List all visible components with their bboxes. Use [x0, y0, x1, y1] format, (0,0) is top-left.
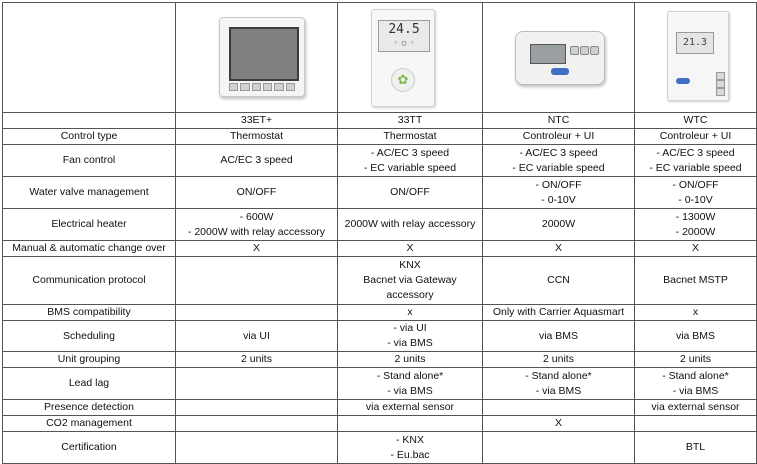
33et-plus-thermostat-image — [219, 17, 305, 97]
table-cell — [483, 145, 635, 177]
33tt-lcd-display: 24.5 ◦ ▢ ◦ — [378, 20, 430, 52]
row-label: Lead lag — [3, 368, 176, 400]
table-cell — [176, 432, 338, 464]
cell-text: Controleur + UI — [659, 130, 732, 142]
cell-text: Thermostat — [229, 130, 284, 142]
row-label: Fan control — [3, 145, 176, 177]
cell-text: via external sensor — [651, 401, 740, 413]
cell-text: - KNX — [395, 433, 424, 446]
table-cell — [483, 257, 635, 305]
table-cell — [483, 368, 635, 400]
cell-text: Controleur + UI — [522, 130, 595, 142]
cell-text: - ON/OFF — [672, 178, 719, 191]
empty-corner-cell — [3, 3, 176, 113]
cell-text: - Stand alone* — [525, 369, 592, 382]
cell-text: - via BMS — [535, 384, 582, 397]
table-cell — [176, 305, 338, 321]
product-name-ntc: NTC — [483, 113, 635, 129]
table-cell — [483, 400, 635, 416]
table-cell — [635, 177, 757, 209]
table-cell — [338, 177, 483, 209]
product-image-cell-33tt — [338, 3, 483, 113]
cell-text: 2 units — [394, 353, 426, 365]
product-name-33et: 33ET+ — [176, 113, 338, 129]
cell-text: - EC variable speed — [363, 161, 457, 174]
cell-text: ON/OFF — [390, 186, 430, 198]
cell-text: - EC variable speed — [512, 161, 605, 174]
wtc-controller-image — [667, 11, 729, 101]
row-label: Scheduling — [3, 321, 176, 352]
cell-text: BTL — [685, 441, 706, 453]
cell-text: AC/EC 3 speed — [220, 154, 293, 166]
cell-text: Bacnet MSTP — [663, 274, 728, 286]
table-row — [3, 352, 757, 368]
cell-text: KNX — [399, 259, 421, 271]
table-cell — [483, 241, 635, 257]
table-cell — [635, 257, 757, 305]
cell-text: X — [691, 242, 699, 254]
table-cell — [176, 400, 338, 416]
table-row — [3, 400, 757, 416]
cell-text: via external sensor — [365, 401, 455, 413]
empty-header-cell — [3, 113, 176, 129]
cell-text: Bacnet via Gateway — [363, 274, 457, 286]
leaf-icon: ✿ — [391, 68, 415, 92]
table-cell — [338, 368, 483, 400]
table-cell — [635, 305, 757, 321]
table-cell — [483, 352, 635, 368]
cell-text: via BMS — [538, 329, 579, 342]
cell-text: - 1300W — [675, 210, 716, 223]
ntc-controller-image — [515, 31, 605, 85]
cell-text: - 600W — [239, 210, 274, 223]
table-cell — [338, 400, 483, 416]
cell-text: - 2000W with relay accessory — [187, 225, 326, 238]
table-cell — [338, 209, 483, 241]
row-label: Manual & automatic change over — [3, 241, 176, 257]
table-cell — [176, 416, 338, 432]
cell-text: - 0-10V — [678, 193, 713, 206]
table-cell — [483, 177, 635, 209]
cell-text: - via UI — [393, 322, 427, 334]
image-row — [3, 3, 757, 113]
table-row — [3, 305, 757, 321]
table-cell — [635, 241, 757, 257]
table-cell — [483, 432, 635, 464]
table-row — [3, 177, 757, 209]
cell-text: - Stand alone* — [376, 369, 444, 382]
table-cell — [635, 416, 757, 432]
table-cell — [483, 321, 635, 352]
cell-text: via BMS — [675, 329, 716, 342]
row-label: Communication protocol — [3, 257, 176, 305]
table-cell — [338, 321, 483, 352]
table-cell — [176, 241, 338, 257]
wtc-lcd-display: 21.3 — [676, 32, 714, 54]
table-cell — [338, 305, 483, 321]
product-name-33tt: 33TT — [338, 113, 483, 129]
table-cell — [176, 177, 338, 209]
cell-text: - 2000W — [675, 225, 716, 238]
row-label: Control type — [3, 129, 176, 145]
row-label: CO2 management — [3, 416, 176, 432]
table-cell — [338, 352, 483, 368]
table-row — [3, 321, 757, 352]
table-cell — [338, 129, 483, 145]
cell-text: 2 units — [543, 353, 574, 365]
cell-text: - via BMS — [387, 337, 433, 349]
row-label: Certification — [3, 432, 176, 464]
cell-text: accessory — [386, 289, 434, 301]
table-cell — [635, 400, 757, 416]
table-cell — [635, 321, 757, 352]
table-cell — [635, 432, 757, 464]
product-image-cell-wtc — [635, 3, 757, 113]
cell-text: 2000W with relay accessory — [344, 218, 476, 230]
carrier-logo-icon — [676, 78, 690, 84]
table-row — [3, 257, 757, 305]
product-name-wtc: WTC — [635, 113, 757, 129]
table-row — [3, 432, 757, 464]
table-row — [3, 241, 757, 257]
table-cell — [635, 209, 757, 241]
table-cell — [338, 432, 483, 464]
cell-text: - EC variable speed — [649, 161, 742, 174]
table-cell — [483, 305, 635, 321]
cell-text: - AC/EC 3 speed — [656, 146, 735, 159]
cell-text: - via BMS — [672, 384, 719, 397]
table-cell — [176, 129, 338, 145]
row-label: BMS compatibility — [3, 305, 176, 321]
row-label: Electrical heater — [3, 209, 176, 241]
table-cell — [635, 368, 757, 400]
table-cell — [338, 241, 483, 257]
cell-text: Thermostat — [383, 130, 437, 142]
table-cell — [483, 209, 635, 241]
table-cell — [635, 352, 757, 368]
cell-text: - Eu.bac — [390, 448, 430, 461]
cell-text: 2 units — [680, 353, 711, 365]
table-cell — [338, 145, 483, 177]
cell-text: X — [554, 242, 562, 254]
table-cell — [338, 416, 483, 432]
table-cell — [176, 145, 338, 177]
cell-text: Only with Carrier Aquasmart — [492, 306, 625, 318]
product-image-cell-33et — [176, 3, 338, 113]
product-image-cell-ntc — [483, 3, 635, 113]
cell-text: - via BMS — [387, 384, 433, 397]
product-name-row — [3, 113, 757, 129]
table-cell — [176, 209, 338, 241]
row-label: Presence detection — [3, 400, 176, 416]
cell-text: x — [407, 306, 413, 318]
cell-text: X — [252, 242, 260, 254]
table-cell — [338, 257, 483, 305]
table-row — [3, 368, 757, 400]
carrier-logo-icon — [551, 68, 569, 75]
table-row — [3, 145, 757, 177]
cell-text: X — [406, 242, 414, 254]
cell-text: via UI — [243, 329, 270, 342]
table-cell — [176, 368, 338, 400]
table-cell — [635, 129, 757, 145]
cell-text: 2 units — [241, 353, 272, 365]
cell-text: - 0-10V — [541, 193, 576, 206]
table-cell — [635, 145, 757, 177]
cell-text: - ON/OFF — [535, 178, 582, 191]
cell-text: CCN — [547, 274, 570, 286]
table-row — [3, 129, 757, 145]
cell-text: 2000W — [541, 218, 576, 230]
comparison-table — [2, 2, 757, 464]
cell-text: - Stand alone* — [662, 369, 729, 382]
table-cell — [176, 352, 338, 368]
row-label: Unit grouping — [3, 352, 176, 368]
cell-text: X — [554, 417, 562, 429]
table-cell — [176, 257, 338, 305]
cell-text: ON/OFF — [236, 186, 277, 198]
33tt-thermostat-image — [371, 9, 435, 107]
cell-text: x — [692, 306, 699, 318]
table-row — [3, 209, 757, 241]
cell-text: - AC/EC 3 speed — [370, 146, 450, 159]
table-cell — [483, 129, 635, 145]
row-label: Water valve management — [3, 177, 176, 209]
cell-text: - AC/EC 3 speed — [519, 146, 598, 159]
table-cell — [176, 321, 338, 352]
table-cell — [483, 416, 635, 432]
table-row — [3, 416, 757, 432]
